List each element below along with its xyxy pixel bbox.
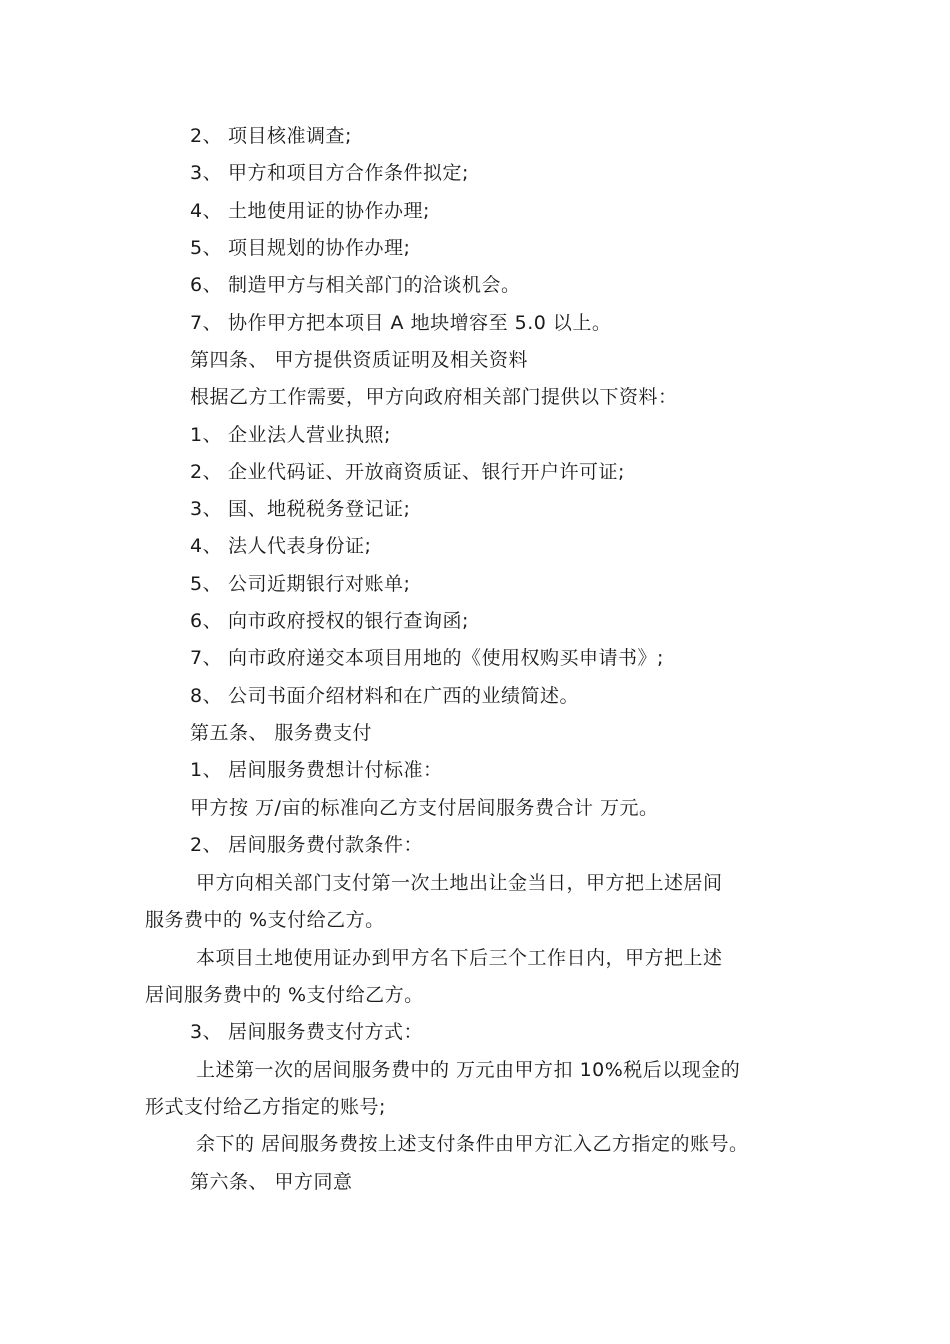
- list-item: [190, 534, 371, 558]
- list-number: 2、: [190, 125, 223, 147]
- list-item: [190, 311, 611, 335]
- list-number: 6、: [190, 274, 223, 296]
- sub-item: [190, 1020, 423, 1044]
- sub-item: [190, 833, 423, 857]
- list-text: 居间服务费支付方式：: [228, 1021, 424, 1043]
- paragraph-line: 余下的 居间服务费按上述支付条件由甲方汇入乙方指定的账号。: [196, 1133, 749, 1155]
- list-text: 企业代码证、开放商资质证、银行开户许可证;: [228, 461, 625, 483]
- list-number: 3、: [190, 1021, 223, 1043]
- list-text: 居间服务费付款条件：: [228, 834, 424, 856]
- paragraph-line: 甲方向相关部门支付第一次土地出让金当日，甲方把上述居间: [196, 872, 723, 894]
- paragraph-line: 本项目土地使用证办到甲方名下后三个工作日内，甲方把上述: [196, 947, 723, 969]
- paragraph-line: 服务费中的 %支付给乙方。: [145, 909, 385, 931]
- list-text: 项目核准调查;: [228, 125, 352, 147]
- paragraph-line: 居间服务费中的 %支付给乙方。: [145, 984, 424, 1006]
- list-text: 企业法人营业执照;: [228, 424, 391, 446]
- article5-heading: 第五条、 服务费支付: [190, 722, 373, 744]
- list-text: 公司书面介绍材料和在广西的业绩简述。: [228, 685, 580, 707]
- list-item: [190, 124, 352, 148]
- list-text: 向市政府递交本项目用地的《使用权购买申请书》;: [228, 647, 664, 669]
- list-text: 向市政府授权的银行查询函;: [228, 610, 469, 632]
- list-item: [190, 236, 410, 260]
- list-number: 3、: [190, 162, 223, 184]
- list-item: [190, 646, 664, 670]
- list-text: 公司近期银行对账单;: [228, 573, 411, 595]
- list-item: [190, 460, 625, 484]
- paragraph-line: 形式支付给乙方指定的账号;: [145, 1096, 386, 1118]
- article4-heading: 第四条、 甲方提供资质证明及相关资料: [190, 349, 529, 371]
- list-item: [190, 273, 521, 297]
- list-number: 1、: [190, 424, 223, 446]
- paragraph: 甲方按 万/亩的标准向乙方支付居间服务费合计 万元。: [190, 797, 659, 819]
- list-item: [190, 423, 391, 447]
- list-number: 1、: [190, 759, 223, 781]
- list-number: 4、: [190, 200, 223, 222]
- list-number: 5、: [190, 573, 223, 595]
- list-number: 2、: [190, 461, 223, 483]
- list-text: 甲方和项目方合作条件拟定;: [228, 162, 469, 184]
- list-number: 2、: [190, 834, 223, 856]
- list-text: 协作甲方把本项目 A 地块增容至 5.0 以上。: [228, 312, 612, 334]
- sub-item: [190, 758, 443, 782]
- list-item: [190, 497, 410, 521]
- list-text: 项目规划的协作办理;: [228, 237, 411, 259]
- list-number: 7、: [190, 647, 223, 669]
- list-text: 国、地税税务登记证;: [228, 498, 411, 520]
- list-text: 居间服务费想计付标准：: [228, 759, 443, 781]
- list-number: 6、: [190, 610, 223, 632]
- list-item: [190, 161, 469, 185]
- list-item: [190, 609, 469, 633]
- list-item: [190, 572, 410, 596]
- article4-intro: 根据乙方工作需要，甲方向政府相关部门提供以下资料：: [190, 386, 678, 408]
- list-number: 5、: [190, 237, 223, 259]
- paragraph-line: 上述第一次的居间服务费中的 万元由甲方扣 10%税后以现金的: [196, 1059, 741, 1081]
- list-item: [190, 199, 430, 223]
- list-text: 土地使用证的协作办理;: [228, 200, 430, 222]
- list-item: [190, 684, 579, 708]
- list-text: 制造甲方与相关部门的洽谈机会。: [228, 274, 521, 296]
- article6-heading: 第六条、 甲方同意: [190, 1171, 353, 1193]
- list-number: 3、: [190, 498, 223, 520]
- list-number: 4、: [190, 535, 223, 557]
- list-number: 8、: [190, 685, 223, 707]
- list-text: 法人代表身份证;: [228, 535, 372, 557]
- list-number: 7、: [190, 312, 223, 334]
